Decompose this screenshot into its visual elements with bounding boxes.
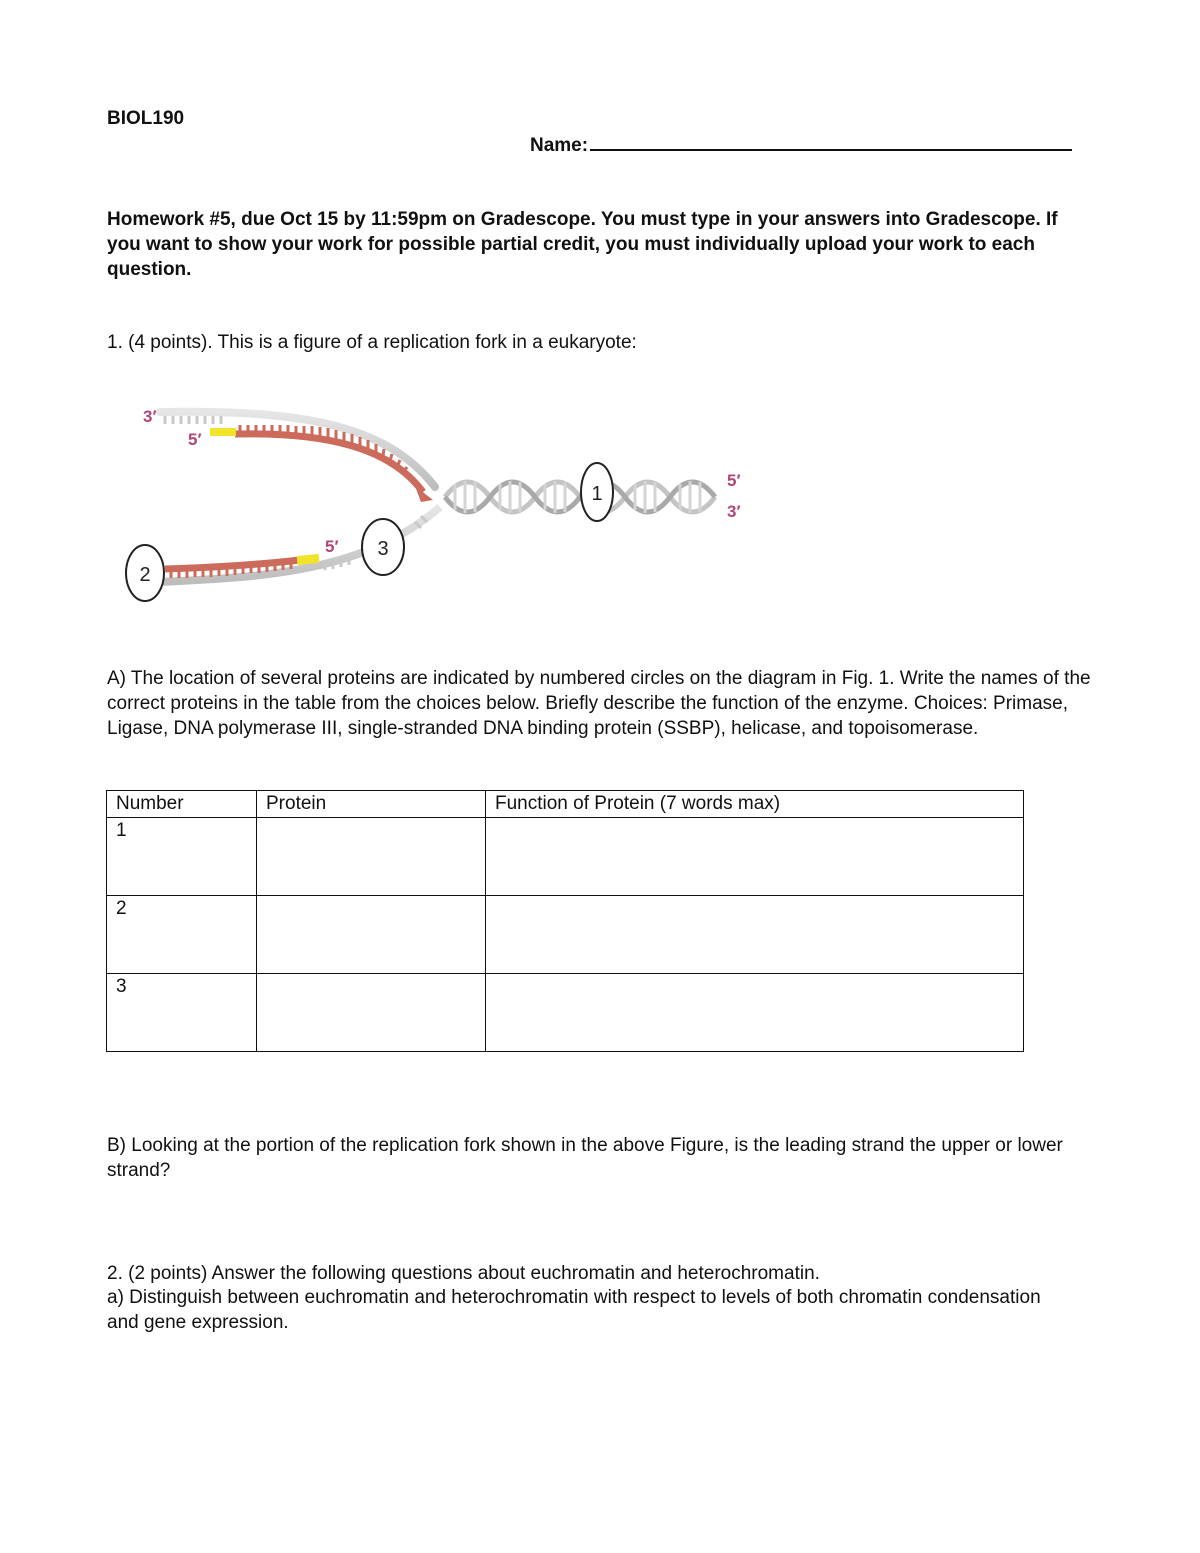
homework-instructions: Homework #5, due Oct 15 by 11:59pm on Gradescope. You must type in your answers into Gradescope. If you want to show your work for possible partial credit, you must individually upload your work to each question. (107, 209, 1058, 280)
circle-1 (581, 463, 613, 521)
question-1-prompt: 1. (4 points). This is a figure of a replication fork in a eukaryote: (107, 332, 637, 353)
table-cell-number: 3 (107, 974, 257, 1052)
circle-3-label: 3 (377, 538, 389, 560)
question-1-part-a: A) The location of several proteins are indicated by numbered circles on the diagram in Fig. 1. Write the names of the correct proteins in the table from the choices below. Briefly describe the function of the enzyme. Choices: Primase, Ligase, DNA polymerase III, single-stranded DNA binding protein (SSBP), helicase, and topoisomerase. (107, 668, 1091, 739)
circle-2 (126, 545, 164, 601)
table-cell-protein[interactable] (257, 974, 486, 1052)
course-code: BIOL190 (107, 108, 185, 129)
table-cell-protein[interactable] (257, 896, 486, 974)
upper-template-strand (160, 412, 435, 487)
lower-new-strand (165, 560, 300, 569)
upper-new-ticks (240, 425, 407, 473)
table-cell-number: 2 (107, 896, 257, 974)
table-cell-function[interactable] (486, 896, 1024, 974)
label-right-3prime: 3′ (727, 502, 741, 521)
table-header-row (107, 791, 1024, 818)
table-cell-function[interactable] (486, 974, 1024, 1052)
circle-3 (362, 519, 404, 575)
table-row (107, 818, 1024, 896)
name-label: Name: (530, 135, 589, 156)
circle-1-label: 1 (591, 483, 603, 505)
helix-strand-b (445, 482, 715, 512)
question-2-part-a: a) Distinguish between euchromatin and heterochromatin with respect to levels of both chromatin condensation and gene expression. (107, 1287, 1041, 1333)
name-field (530, 133, 1072, 157)
label-top-3prime: 3′ (143, 407, 157, 426)
table-row (107, 896, 1024, 974)
upper-new-strand (235, 434, 423, 492)
table-cell-protein[interactable] (257, 818, 486, 896)
name-blank-line (590, 133, 1072, 151)
upper-primer (210, 428, 236, 436)
upper-template-ticks (165, 416, 221, 424)
label-right-5prime: 5′ (727, 471, 741, 490)
replication-fork-figure (115, 392, 765, 617)
circle-2-label: 2 (139, 564, 151, 586)
answer-table (106, 790, 1024, 1052)
table-header-cell: Function of Protein (7 words max) (486, 791, 1024, 818)
table-header-cell: Protein (257, 791, 486, 818)
table-row (107, 974, 1024, 1052)
label-top-5prime: 5′ (188, 430, 202, 449)
table-cell-number: 1 (107, 818, 257, 896)
question-2-prompt: 2. (2 points) Answer the following questions about euchromatin and heterochromatin. (107, 1263, 820, 1284)
table-header-cell: Number (107, 791, 257, 818)
question-1-part-b: B) Looking at the portion of the replication fork shown in the above Figure, is the leading strand the upper or lower strand? (107, 1135, 1063, 1181)
table-cell-function[interactable] (486, 818, 1024, 896)
label-bottom-5prime: 5′ (325, 537, 339, 556)
